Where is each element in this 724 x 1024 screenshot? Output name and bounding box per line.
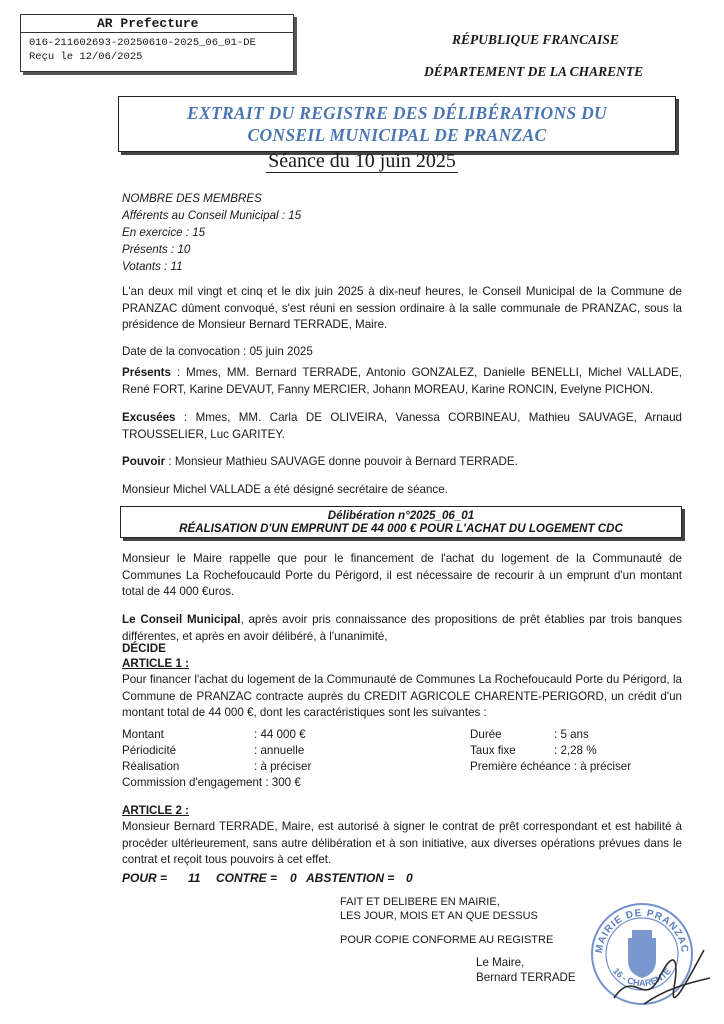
secretaire-paragraph: Monsieur Michel VALLADE a été désigné secrétaire de séance. [122, 483, 448, 496]
loan-duree-label: Durée [470, 728, 502, 741]
vote-pour-label: POUR = [122, 871, 168, 885]
pouvoir-text: : Monsieur Mathieu SAUVAGE donne pouvoir à Bernard TERRADE. [165, 455, 518, 468]
presents-paragraph [122, 365, 682, 398]
vote-contre-label: CONTRE = [216, 871, 278, 885]
decide-heading: DÉCIDE [122, 642, 166, 655]
article2-text: Monsieur Bernard TERRADE, Maire, est autorisé à signer le contrat de prêt correspondant et est habilité à procéder ultérieurement, sans autre délibération et à son initiative, aux diverses opérations prévues dans le contrat et reçoit tous pouvoirs à cet effet. [122, 820, 682, 866]
loan-taux-value: : 2,28 % [554, 744, 597, 757]
convocation-date: Date de la convocation : 05 juin 2025 [122, 345, 313, 358]
departement-heading: DÉPARTEMENT DE LA CHARENTE [424, 64, 644, 79]
article1-text: Pour financer l'achat du logement de la Communauté de Communes La Rochefoucauld Porte du Périgord, la Commune de PRANZAC contracte auprès du CREDIT AGRICOLE CHARENTE-PERIGORD, un crédit d'un montant total de 44 000 €, dont les caractéristiques sont les suivantes : [122, 673, 682, 719]
extrait-title-line2: CONSEIL MUNICIPAL DE PRANZAC [247, 125, 547, 145]
rappel-paragraph: Monsieur le Maire rappelle que pour le financement de l'achat du logement de la Communauté de Communes La Rochefoucauld Porte du Périgord, il est nécessaire de recourir à un emprunt d'un montant total de 44 000 €uros. [122, 552, 682, 598]
extrait-title-line1: EXTRAIT DU REGISTRE DES DÉLIBÉRATIONS DU [187, 103, 607, 123]
excusees-label: Excusées [122, 411, 176, 424]
ar-reference: 016-211602693-20250610-2025_06_01-DE [29, 37, 256, 49]
membres-votants: Votants : 11 [122, 260, 183, 273]
vote-pour-value: 11 [188, 871, 201, 885]
membres-presents: Présents : 10 [122, 243, 191, 256]
membres-exercice: En exercice : 15 [122, 226, 206, 239]
seal-text-top: MAIRIE DE PRANZAC [593, 907, 691, 954]
presents-text: : Mmes, MM. Bernard TERRADE, Antonio GONZALEZ, Danielle BENELLI, Michel VALLADE, René FORT, Karine DEVAUT, Fanny MERCIER, Johann MOREAU, Karine RONCIN, Evelyne PICHON. [122, 366, 682, 396]
loan-periodicite-label: Périodicité [122, 744, 177, 757]
article1-heading: ARTICLE 1 : [122, 657, 189, 670]
presents-label: Présents [122, 366, 171, 379]
maire-signature [604, 938, 714, 1018]
ar-received-date: Reçu le 12/06/2025 [29, 51, 143, 63]
republique-heading: RÉPUBLIQUE FRANCAISE [452, 32, 619, 47]
vote-abstention-value: 0 [406, 871, 413, 885]
loan-taux-label: Taux fixe [470, 744, 516, 757]
ar-prefecture-stamp [20, 14, 294, 72]
seance-date-text: Séance du 10 juin 2025 [268, 150, 456, 172]
pouvoir-label: Pouvoir [122, 455, 166, 468]
footer-jour: LES JOUR, MOIS ET AN QUE DESSUS [340, 910, 538, 922]
membres-afferents: Afférents au Conseil Municipal : 15 [122, 209, 302, 222]
conseil-text: , après avoir pris connaissance des propositions de prêt établies par trois banques différentes, et après en avoir délibéré, à l'unanimité, [122, 613, 682, 643]
vote-contre-value: 0 [290, 871, 297, 885]
excusees-paragraph [122, 410, 682, 443]
loan-duree-value: : 5 ans [554, 728, 589, 741]
seance-date [0, 150, 724, 173]
deliberation-title: RÉALISATION D'UN EMPRUNT DE 44 000 € POUR L'ACHAT DU LOGEMENT CDC [179, 522, 623, 535]
loan-realisation-value: : à préciser [254, 760, 312, 773]
extrait-title-box [118, 96, 676, 152]
loan-commission: Commission d'engagement : 300 € [122, 776, 301, 789]
intro-paragraph: L'an deux mil vingt et cinq et le dix juin 2025 à dix-neuf heures, le Conseil Municipal de la Commune de PRANZAC dûment convoqué, s'est réuni en session ordinaire à la salle communale de PRANZAC, sous la présidence de Monsieur Bernard TERRADE, Maire. [122, 285, 682, 331]
loan-realisation-label: Réalisation [122, 760, 180, 773]
deliberation-box [120, 506, 682, 538]
conseil-paragraph [122, 612, 682, 645]
loan-montant-label: Montant [122, 728, 164, 741]
footer-fait: FAIT ET DELIBERE EN MAIRIE, [340, 896, 500, 908]
pouvoir-paragraph [122, 454, 682, 471]
loan-montant-value: : 44 000 € [254, 728, 306, 741]
loan-periodicite-value: : annuelle [254, 744, 305, 757]
vote-abstention-label: ABSTENTION = [306, 871, 395, 885]
footer-nom: Bernard TERRADE [476, 971, 576, 984]
footer-copie: POUR COPIE CONFORME AU REGISTRE [340, 934, 554, 946]
deliberation-number: Délibération n°2025_06_01 [327, 509, 475, 522]
footer-maire: Le Maire, [476, 956, 525, 969]
membres-heading: NOMBRE DES MEMBRES [122, 192, 262, 205]
article2-heading: ARTICLE 2 : [122, 804, 189, 817]
excusees-text: : Mmes, MM. Carla DE OLIVEIRA, Vanessa CORBINEAU, Mathieu SAUVAGE, Arnaud TROUSSELIER, Luc GARITEY. [122, 411, 682, 441]
conseil-label: Le Conseil Municipal [122, 613, 241, 626]
seal-text-bottom: 16 - CHARENTE [611, 966, 673, 989]
loan-premiere-echeance: Première échéance : à préciser [470, 760, 632, 773]
ar-title: AR Prefecture [21, 15, 293, 33]
